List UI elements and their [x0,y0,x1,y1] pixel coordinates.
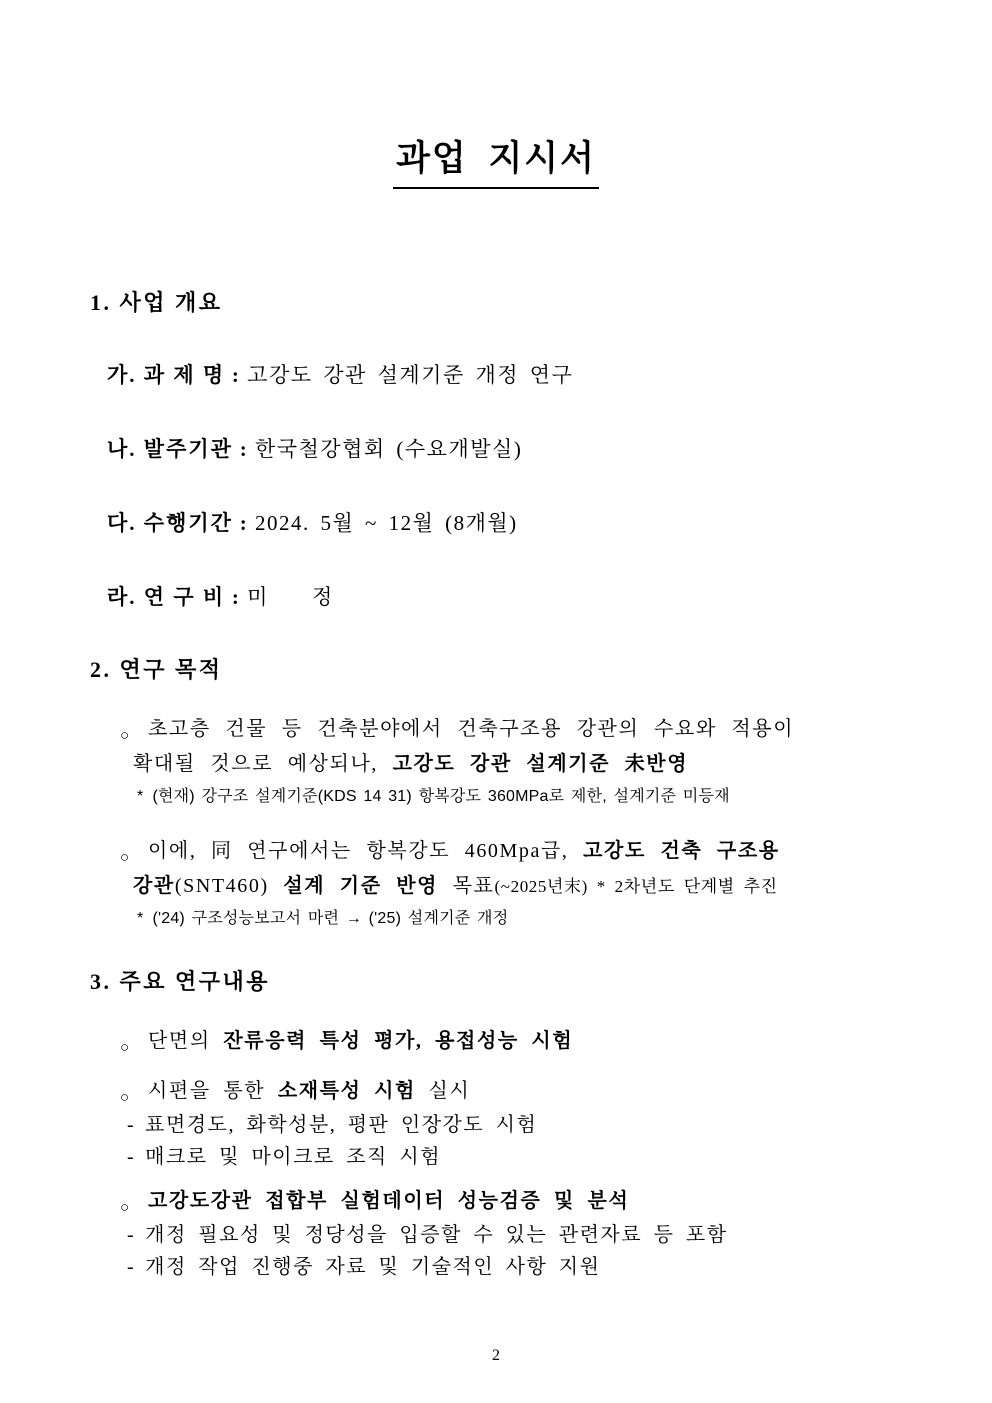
note-text: (현재) 강구조 설계기준(KDS 14 31) 항복강도 360MPa로 제한, 설계기준 미등재 [152,788,730,805]
dash-icon: - [127,1256,136,1278]
bullet-text-bold: 소재특성 시험 [277,1080,416,1102]
section2-note-yearly-plan [137,905,992,933]
subitem-text: 표면경도, 화학성분, 평판 인장강도 시험 [145,1114,538,1136]
section3-subitem-hardness [127,1109,992,1141]
circle-bullet-icon: ○ [120,850,130,866]
item-value: 미 정 [247,585,334,609]
dash-icon: - [127,1114,136,1136]
bullet-line [133,869,992,904]
bullet-text-small: (~2025년末) * 2차년도 단계별 추진 [494,877,778,896]
item-label: 라. 연 구 비 [107,585,226,609]
section3-subitem-justification [127,1219,992,1251]
page-title: 과업 지시서 [393,131,599,189]
section3-bullet-residual-stress [118,1024,992,1059]
section3-bullet-material-test [118,1074,992,1109]
bullet-text: 시편을 통한 [148,1080,278,1102]
bullet-text-bold: 설계 기준 반영 [268,875,439,897]
section2-bullet-goal [118,834,992,904]
item-label: 나. 발주기관 [107,437,233,461]
section1-item-period [107,508,992,538]
bullet-text: 초고층 건물 등 건축분야에서 건축구조용 강관의 수요와 적용이 [148,718,795,740]
bullet-text: 실시 [415,1080,471,1102]
section1-heading: 1. 사업 개요 [90,290,223,315]
circle-bullet-icon: ○ [120,1040,130,1056]
item-value: 고강도 강관 설계기준 개정 연구 [247,363,574,387]
item-label: 다. 수행기간 [107,511,233,535]
dash-icon: - [127,1146,136,1168]
section1-item-project-name [107,360,992,390]
section3-subitem-support [127,1251,992,1283]
page-number: 2 [492,1347,500,1364]
section2-bullet-demand [118,712,992,782]
section3-heading: 3. 주요 연구내용 [90,969,271,994]
dash-icon: - [127,1224,136,1246]
note-text: ('24) 구조성능보고서 마련 → ('25) 설계기준 개정 [152,910,509,927]
bullet-line [148,834,992,869]
asterisk-icon: * [137,788,144,805]
circle-bullet-icon: ○ [120,1200,130,1216]
bullet-text-bold: 고강도 강관 설계기준 未반영 [392,753,689,775]
subitem-text: 개정 필요성 및 정당성을 입증할 수 있는 관련자료 등 포함 [145,1224,728,1246]
subitem-text: 개정 작업 진행중 자료 및 기술적인 사항 지원 [145,1256,601,1278]
item-separator: : [232,437,255,461]
bullet-text: 단면의 [148,1030,224,1052]
circle-bullet-icon: ○ [120,728,130,744]
title-wrap [0,0,992,189]
item-separator: : [225,363,248,387]
bullet-line [148,712,992,747]
item-value: 2024. 5월 ~ 12월 (8개월) [254,511,518,535]
bullet-text: 이에, 同 연구에서는 항복강도 460Mpa급, [148,840,584,862]
bullet-text: 확대될 것으로 예상되나, [133,753,393,775]
section1-item-ordering-org [107,434,992,464]
item-separator: : [232,511,255,535]
bullet-text-bold: 고강도 건축 구조용 [583,840,780,862]
asterisk-icon: * [137,910,144,927]
bullet-text: (SNT460) [174,875,269,897]
item-value: 한국철강협회 (수요개발실) [254,437,523,461]
section3-subitem-macro-micro [127,1141,992,1173]
bullet-text-bold: 강관 [133,875,175,897]
section2-note-current-standard [137,783,992,811]
circle-bullet-icon: ○ [120,1090,130,1106]
bullet-text-bold: 고강도강관 접합부 실험데이터 성능검증 및 분석 [148,1190,630,1212]
section3-bullet-joint-verification [118,1184,992,1219]
bullet-text: 목표 [438,875,495,897]
bullet-line [133,747,992,782]
item-label: 가. 과 제 명 [107,363,226,387]
subitem-text: 매크로 및 마이크로 조직 시험 [145,1146,442,1168]
section1-item-budget [107,582,992,612]
bullet-text-bold: 잔류응력 특성 평가, 용접성능 시험 [223,1030,574,1052]
section2-heading: 2. 연구 목적 [90,657,223,682]
item-separator: : [225,585,248,609]
